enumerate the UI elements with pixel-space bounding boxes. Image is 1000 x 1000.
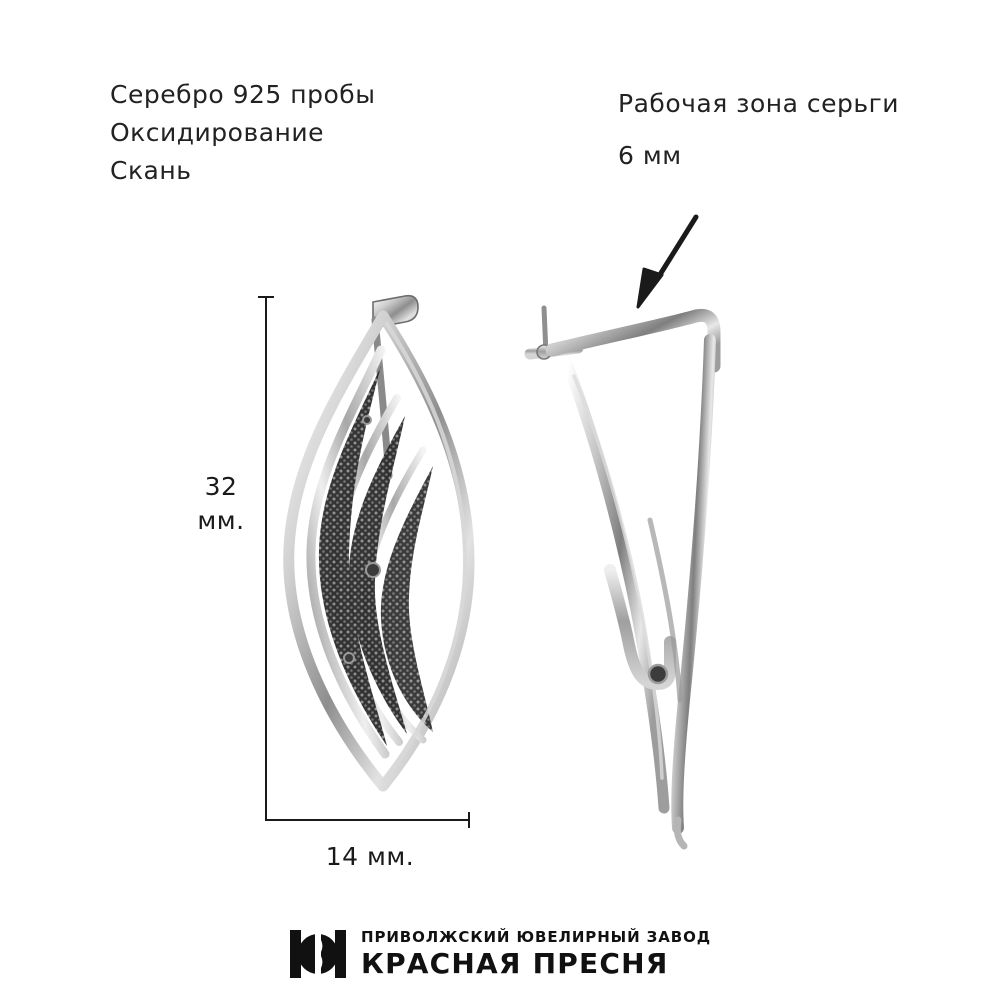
brand-name-line: КРАСНАЯ ПРЕСНЯ: [361, 947, 669, 980]
specifications-block: [110, 76, 375, 190]
granule-accent: [363, 416, 371, 424]
working-zone-title: Рабочая зона серьги: [618, 89, 899, 118]
brand-footer: [0, 926, 1000, 982]
spec-line-technique: Скань: [110, 156, 192, 185]
dimension-height-unit: мм.: [197, 506, 245, 535]
hinge-pin-icon: [649, 665, 667, 683]
dimension-height-value: 32: [204, 472, 238, 501]
earring-clasp-side: [530, 308, 714, 366]
granule-accent: [366, 563, 380, 577]
earring-front-view: [255, 280, 515, 840]
granule-accent: [344, 653, 354, 663]
spec-line-finish: Оксидирование: [110, 118, 324, 147]
spec-line-material: Серебро 925 пробы: [110, 80, 376, 109]
working-zone-block: [618, 78, 899, 182]
brand-company-line: ПРИВОЛЖСКИЙ ЮВЕЛИРНЫЙ ЗАВОД: [361, 928, 711, 946]
brand-text: [361, 930, 711, 978]
working-zone-value: 6 мм: [618, 141, 682, 170]
dimension-width-label: 14 мм.: [325, 842, 415, 871]
earring-side-view: [500, 280, 780, 860]
pjz-logo-icon: [289, 926, 347, 982]
dimension-height-label: [186, 470, 256, 538]
earring-body-side: [568, 340, 710, 846]
